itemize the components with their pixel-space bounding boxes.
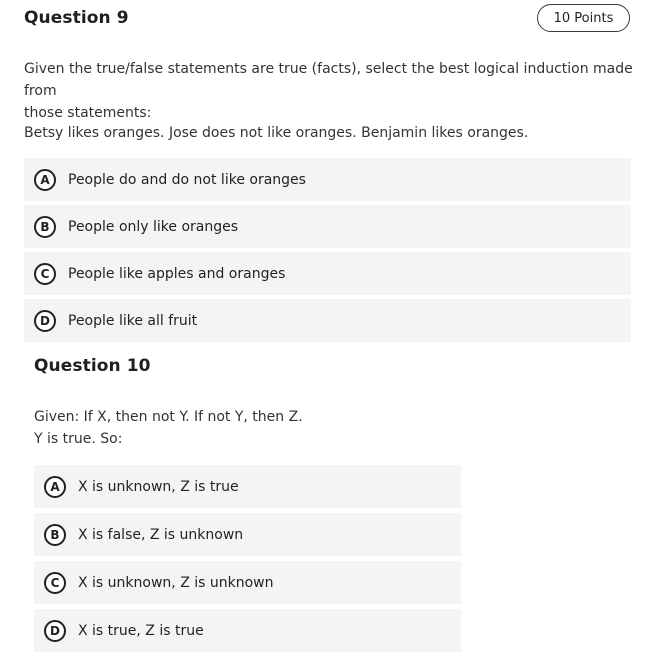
option-text: X is unknown, Z is true xyxy=(78,478,239,495)
question-10-option-a[interactable] xyxy=(34,465,461,508)
option-text: People like apples and oranges xyxy=(68,265,286,282)
option-letter-d: D xyxy=(34,310,56,332)
question-10-option-d[interactable] xyxy=(34,609,461,652)
option-text: People do and do not like oranges xyxy=(68,171,306,188)
option-text: People like all fruit xyxy=(68,312,198,329)
option-letter-a: A xyxy=(34,169,56,191)
question-10-prompt-line-2: Y is true. So: xyxy=(34,431,123,447)
option-letter-b: B xyxy=(34,216,56,238)
question-9-option-d[interactable] xyxy=(24,299,631,342)
option-text: People only like oranges xyxy=(68,218,239,235)
option-text: X is false, Z is unknown xyxy=(78,526,244,543)
option-text: X is true, Z is true xyxy=(78,622,204,639)
question-9-prompt-line-1: Given the true/false statements are true (facts), select the best logical induction made from xyxy=(24,61,633,99)
question-9-option-c[interactable] xyxy=(24,252,631,295)
question-9-option-a[interactable] xyxy=(24,158,631,201)
question-10-title: Question 10 xyxy=(34,356,151,376)
question-9-title: Question 9 xyxy=(24,8,129,28)
option-text: X is unknown, Z is unknown xyxy=(78,574,274,591)
question-10-prompt-line-1: Given: If X, then not Y. If not Y, then Z. xyxy=(34,409,303,425)
option-letter-d: D xyxy=(44,620,66,642)
question-10-options xyxy=(34,465,461,657)
option-letter-c: C xyxy=(34,263,56,285)
question-10-option-b[interactable] xyxy=(34,513,461,556)
option-letter-a: A xyxy=(44,476,66,498)
option-letter-b: B xyxy=(44,524,66,546)
question-10-option-c[interactable] xyxy=(34,561,461,604)
question-9-prompt-line-2: those statements: xyxy=(24,105,152,121)
question-9-statement: Betsy likes oranges. Jose does not like oranges. Benjamin likes oranges. xyxy=(24,125,529,141)
points-badge: 10 Points xyxy=(537,4,630,32)
question-10-prompt xyxy=(34,406,303,450)
question-9-options xyxy=(24,158,631,346)
option-letter-c: C xyxy=(44,572,66,594)
question-9-prompt xyxy=(24,58,634,124)
question-9-option-b[interactable] xyxy=(24,205,631,248)
